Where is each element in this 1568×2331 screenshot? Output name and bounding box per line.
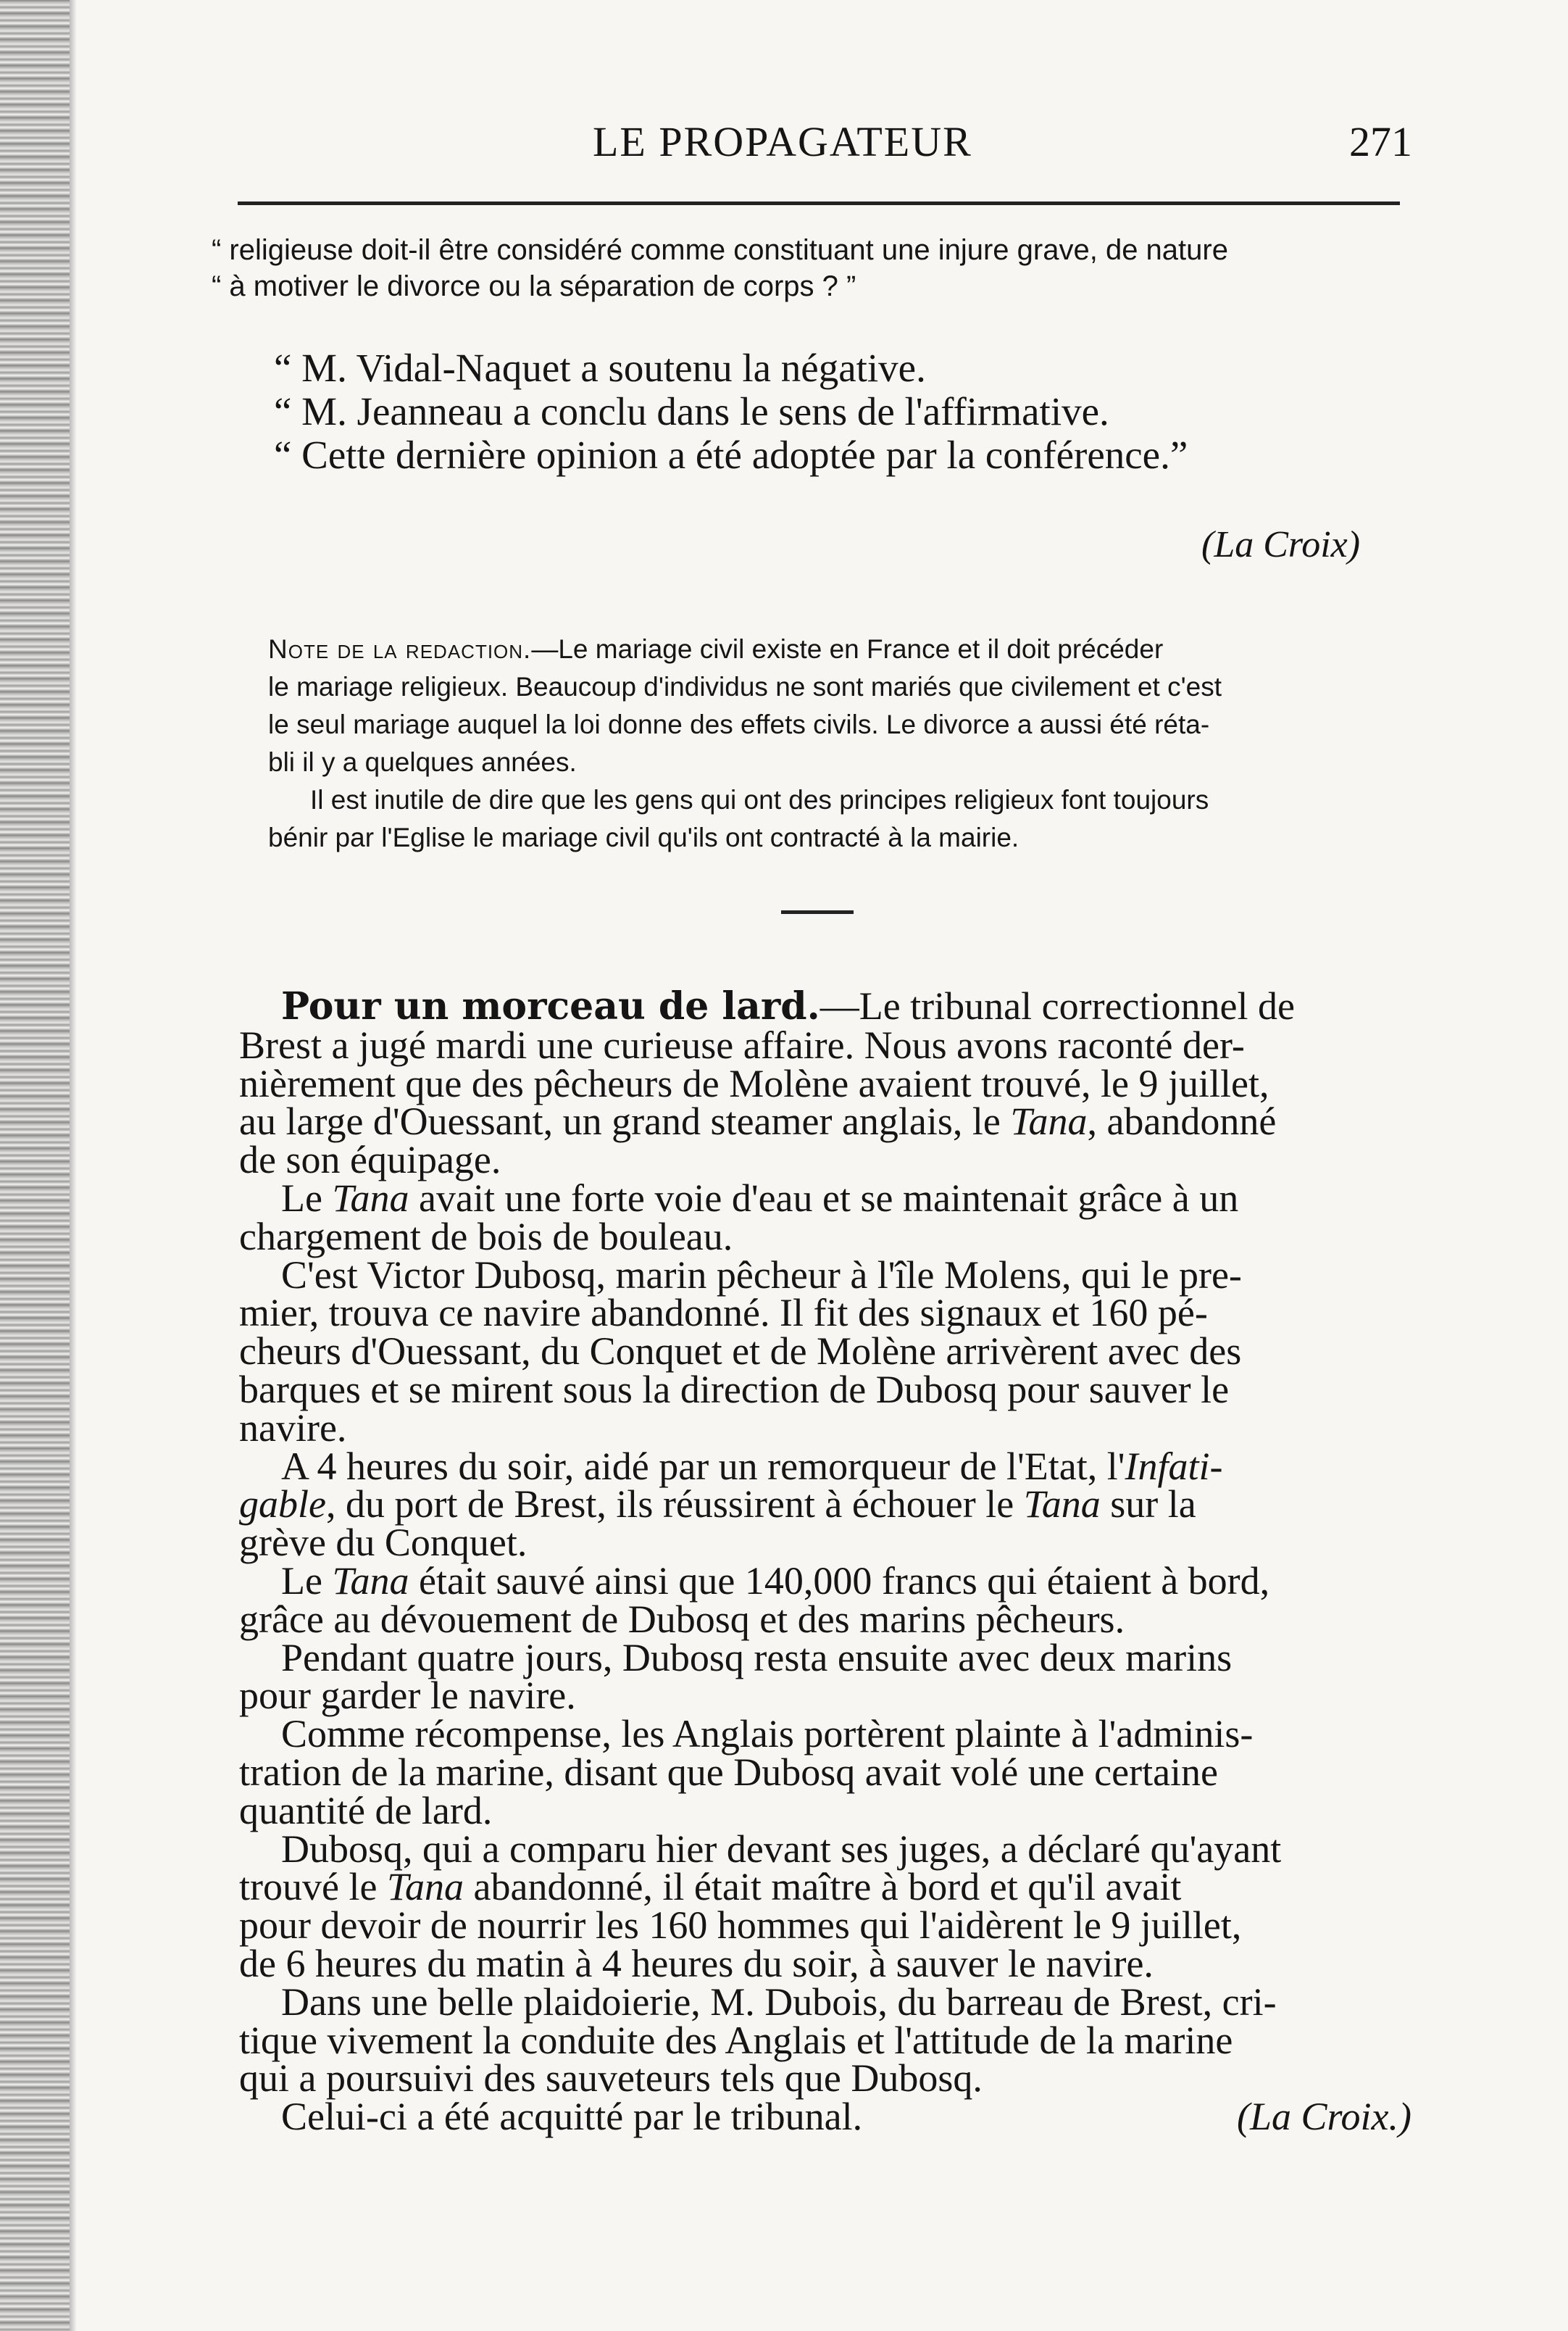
article-line-28: tique vivement la conduite des Anglais et l'attitude de la marine: [239, 2018, 1233, 2062]
article-line-24-end: abandonné, il était maître à bord et qu'il avait: [464, 1865, 1182, 1909]
note-line-6: bénir par l'Eglise le mariage civil qu'ils ont contracté à la mairie.: [268, 823, 1019, 852]
article-line-10: cheurs d'Ouessant, du Conquet et de Molène arrivèrent avec des: [239, 1329, 1242, 1374]
editorial-note: [268, 631, 1222, 857]
article-line-17: grâce au dévouement de Dubosq et des marins pêcheurs.: [239, 1597, 1125, 1641]
ship-name: Tana: [332, 1176, 409, 1220]
article-line-24-text: trouvé le: [239, 1865, 387, 1909]
article-line-16-text: était sauvé ainsi que 140,000 francs qui étaient à bord,: [409, 1558, 1270, 1603]
header-rule: [238, 201, 1400, 205]
note-line-2: le mariage religieux. Beaucoup d'individus ne sont mariés que civilement et c'est: [268, 672, 1222, 702]
minutes-line-1: “ M. Vidal-Naquet a soutenu la négative.: [274, 346, 926, 390]
question-paragraph: [212, 232, 1228, 304]
article-line-2: Brest a jugé mardi une curieuse affaire. Nous avons raconté der-: [239, 1023, 1245, 1067]
article-line-6: [239, 1176, 1411, 1220]
article-line-21: tration de la marine, disant que Dubosq avait volé une certaine: [239, 1750, 1219, 1794]
article-line-20: Comme récompense, les Anglais portèrent plainte à l'adminis-: [281, 1712, 1254, 1756]
ship-name: Tana: [332, 1558, 409, 1603]
article-line-12: navire.: [239, 1405, 347, 1450]
ship-name: Tana: [386, 1865, 464, 1909]
article-line-22: quantité de lard.: [239, 1788, 493, 1832]
article-line-9: mier, trouva ce navire abandonné. Il fit des signaux et 160 pé-: [239, 1291, 1208, 1335]
article-line-7: chargement de bois de bouleau.: [239, 1214, 733, 1258]
article-line-30: [239, 2095, 1411, 2139]
article-line-6-rest: avait une forte voie d'eau et se maintenait grâce à un: [409, 1176, 1239, 1220]
note-line-1: [268, 631, 1222, 668]
article-line-27: Dans une belle plaidoierie, M. Dubois, du barreau de Brest, cri-: [281, 1979, 1277, 2024]
source-citation: (La Croix): [1201, 524, 1361, 565]
article-line-14: [239, 1482, 1411, 1526]
running-title: LE PROPAGATEUR: [593, 118, 972, 165]
article-line-6-le: Le: [281, 1176, 333, 1220]
conference-minutes: [274, 346, 1188, 477]
minutes-line-2: “ M. Jeanneau a conclu dans le sens de l'affirmative.: [274, 389, 1109, 433]
article-line-16: [239, 1558, 1411, 1603]
note-line-1-text: —Le mariage civil existe en France et il doit précéder: [531, 634, 1164, 664]
article-line-13-text: A 4 heures du soir, aidé par un remorqueur de l'Etat, l': [281, 1444, 1125, 1488]
article-line-4-end: , abandonné: [1087, 1100, 1277, 1144]
article-line-18: Pendant quatre jours, Dubosq resta ensuite avec deux marins: [281, 1635, 1233, 1679]
tug-name-part-1: Infati-: [1125, 1444, 1223, 1488]
article-line-4-text: au large d'Ouessant, un grand steamer anglais, le: [239, 1100, 1011, 1144]
article-line-11: barques et se mirent sous la direction de Dubosq pour sauver le: [239, 1367, 1230, 1411]
article-closing-text: Celui-ci a été acquitté par le tribunal.: [281, 2095, 863, 2139]
note-label: Note de la redaction.: [268, 634, 532, 664]
article-line-15: grève du Conquet.: [239, 1521, 527, 1565]
article-line-1: [239, 984, 1411, 1029]
article-line-26: de 6 heures du matin à 4 heures du soir, à sauver le navire.: [239, 1941, 1154, 1985]
page-number: 271: [1349, 118, 1412, 165]
article-line-13: [239, 1444, 1411, 1488]
article-line-3: nièrement que des pêcheurs de Molène avaient trouvé, le 9 juillet,: [239, 1061, 1269, 1105]
note-line-3: le seul mariage auquel la loi donne des effets civils. Le divorce a aussi été réta-: [268, 710, 1210, 739]
question-line-1: “ religieuse doit-il être considéré comme constituant une injure grave, de nature: [212, 234, 1228, 266]
note-line-5: Il est inutile de dire que les gens qui ont des principes religieux font toujours: [310, 785, 1209, 815]
article-source-citation: (La Croix.): [1237, 2095, 1411, 2139]
article-line-23: Dubosq, qui a comparu hier devant ses juges, a déclaré qu'ayant: [281, 1827, 1282, 1871]
minutes-line-3: “ Cette dernière opinion a été adoptée par la conférence.”: [274, 433, 1188, 477]
article-line-24: [239, 1865, 1411, 1909]
ship-name: Tana: [1023, 1482, 1101, 1526]
article-line-8: C'est Victor Dubosq, marin pêcheur à l'île Molens, qui le pre-: [281, 1252, 1242, 1297]
article-body: [239, 984, 1411, 2139]
article-line-14-text: , du port de Brest, ils réussirent à échouer le: [325, 1482, 1024, 1526]
article-line-19: pour garder le navire.: [239, 1674, 576, 1718]
article-line-29: qui a poursuivi des sauveteurs tels que Dubosq.: [239, 2056, 983, 2101]
article-line-25: pour devoir de nourrir les 160 hommes qui l'aidèrent le 9 juillet,: [239, 1903, 1242, 1948]
question-line-2: “ à motiver le divorce ou la séparation de corps ? ”: [212, 270, 856, 302]
article-line-5: de son équipage.: [239, 1138, 501, 1182]
article-title: Pour un morceau de lard.: [281, 984, 820, 1029]
article-line-14-end: sur la: [1100, 1482, 1196, 1526]
article-line-1-rest: —Le tribunal correctionnel de: [820, 984, 1295, 1028]
note-line-4: bli il y a quelques années.: [268, 747, 577, 777]
section-separator: [781, 910, 854, 914]
tug-name-part-2: gable: [239, 1482, 326, 1526]
article-line-4: [239, 1100, 1411, 1144]
article-line-16-le: Le: [281, 1558, 333, 1603]
ship-name: Tana: [1010, 1100, 1088, 1144]
